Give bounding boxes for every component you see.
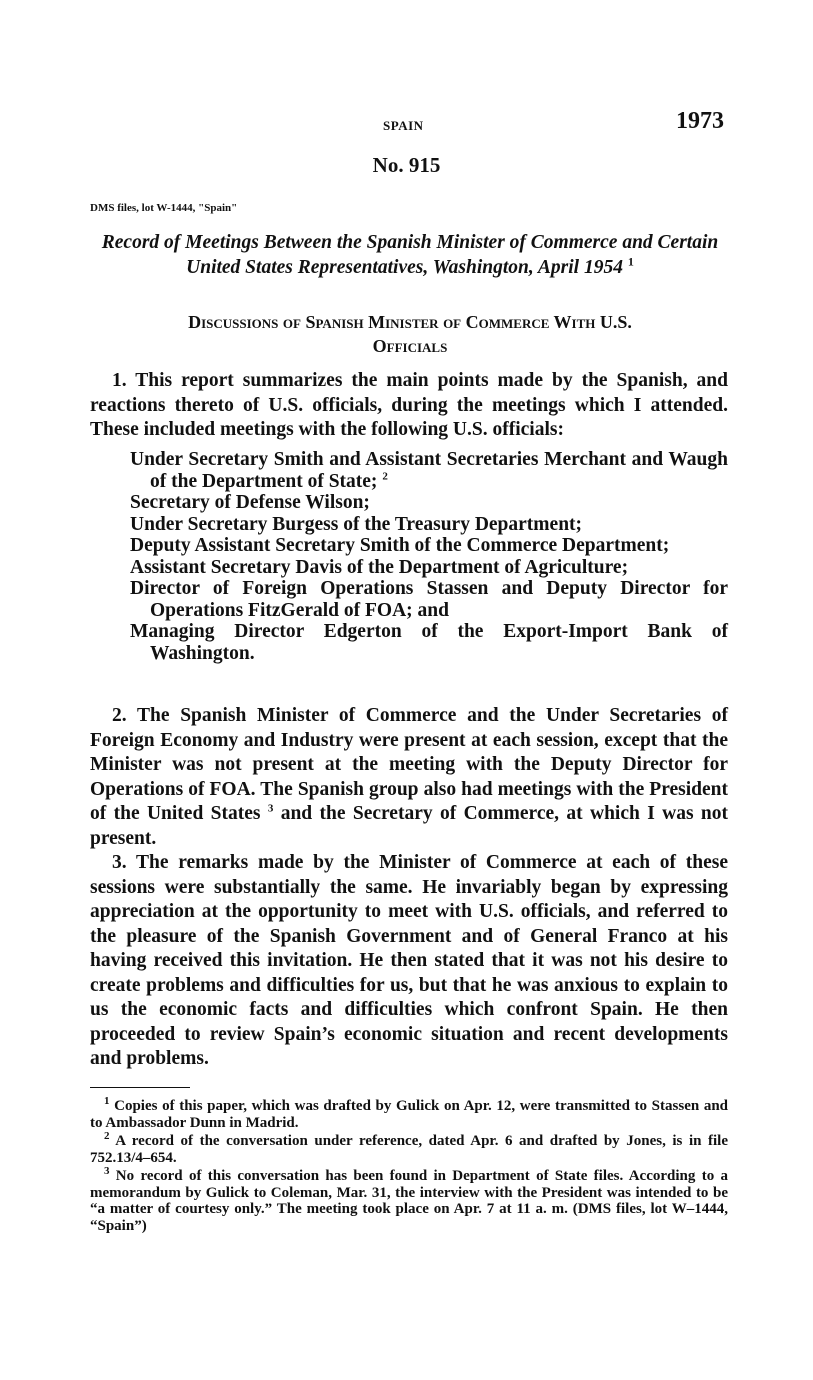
list-item: Secretary of Defense Wilson; bbox=[130, 492, 370, 513]
page-number: 1973 bbox=[676, 108, 724, 134]
document-number: No. 915 bbox=[372, 153, 441, 177]
footnote-1 bbox=[90, 1095, 728, 1131]
officials-list bbox=[130, 449, 728, 664]
footnote-mark: 1 bbox=[104, 1095, 110, 1107]
footnote-text: No record of this conversation has been found in Department of State files. According to a memorandum by Gulick to Coleman, Mar. 31, the interview with the President was intended to be “a matter of courtesy only.” The meeting took place on Apr. 7 at 11 a. m. (DMS files, lot W–1444, “Spain”) bbox=[90, 1168, 728, 1234]
footnote-mark: 2 bbox=[104, 1130, 110, 1142]
paragraph-3: 3. The remarks made by the Minister of Commerce at each of these sessions were substantially the same. He invariably began by expressing appreciation at the opportunity to meet with U.S. officials, and referred to the pleasure of the Spanish Government and of General Franco at his having received this invitation. He then stated that it was not his desire to create problems and difficulties for us, but that he was anxious to explain to us the economic facts and difficulties which confront Spain. He then proceeded to review Spain’s economic situation and recent developments and problems. bbox=[90, 852, 728, 1069]
source-citation: DMS files, lot W-1444, "Spain" bbox=[90, 202, 238, 214]
running-head-section: SPAIN bbox=[383, 118, 424, 133]
footnote-divider bbox=[90, 1087, 190, 1088]
footnote-ref-3: 3 bbox=[267, 802, 274, 815]
paragraph-2 bbox=[90, 704, 728, 851]
list-item: Deputy Assistant Secretary Smith of the Commerce Department; bbox=[130, 535, 670, 556]
footnotes bbox=[90, 1095, 728, 1236]
list-item: Under Secretary Burgess of the Treasury Department; bbox=[130, 513, 583, 535]
footnote-2 bbox=[90, 1130, 728, 1166]
document-title bbox=[90, 230, 730, 280]
list-item-text: Under Secretary Smith and Assistant Secretaries Merchant and Waugh of the Department of State; bbox=[130, 449, 728, 492]
list-item: Managing Director Edgerton of the Export-Import Bank of Washington. bbox=[130, 621, 728, 664]
section-heading-line-1: Discussions of Spanish Minister of Commerce With U.S. bbox=[188, 312, 632, 332]
footnote-ref-2: 2 bbox=[382, 470, 388, 482]
section-heading-line-2: Officials bbox=[372, 336, 448, 356]
footnote-ref-1: 1 bbox=[627, 254, 634, 269]
paragraph-2-text-a: 2. The Spanish Minister of Commerce and the Under Secretaries of Foreign Economy and Industry were present at each session, except that the Minister was not present at the meeting with the Deputy Director for Operations of FOA. The Spanish group also had meetings with the President of the United States bbox=[90, 705, 728, 824]
paragraph-2-text-b: and the Secretary of Commerce, at which I was not present. bbox=[90, 803, 729, 849]
footnote-3 bbox=[90, 1165, 728, 1234]
document-title-text: Record of Meetings Between the Spanish Minister of Commerce and Certain United States Representatives, Washington, April 1954 bbox=[101, 232, 719, 278]
list-item: Director of Foreign Operations Stassen and Deputy Director for Operations FitzGerald of FOA; and bbox=[130, 578, 728, 621]
footnote-text: Copies of this paper, which was drafted by Gulick on Apr. 12, were transmitted to Stassen and to Ambassador Dunn in Madrid. bbox=[90, 1098, 728, 1131]
list-item: Assistant Secretary Davis of the Department of Agriculture; bbox=[130, 556, 629, 578]
list-item bbox=[130, 449, 728, 492]
paragraph-1: 1. This report summarizes the main points made by the Spanish, and reactions thereto of U.S. officials, during the meetings which I attended. These included meetings with the following U.S. officials: bbox=[90, 370, 728, 440]
footnote-text: A record of the conversation under reference, dated Apr. 6 and drafted by Jones, is in file 752.13/4–654. bbox=[90, 1133, 728, 1166]
section-heading bbox=[90, 310, 730, 358]
footnote-mark: 3 bbox=[104, 1165, 110, 1177]
